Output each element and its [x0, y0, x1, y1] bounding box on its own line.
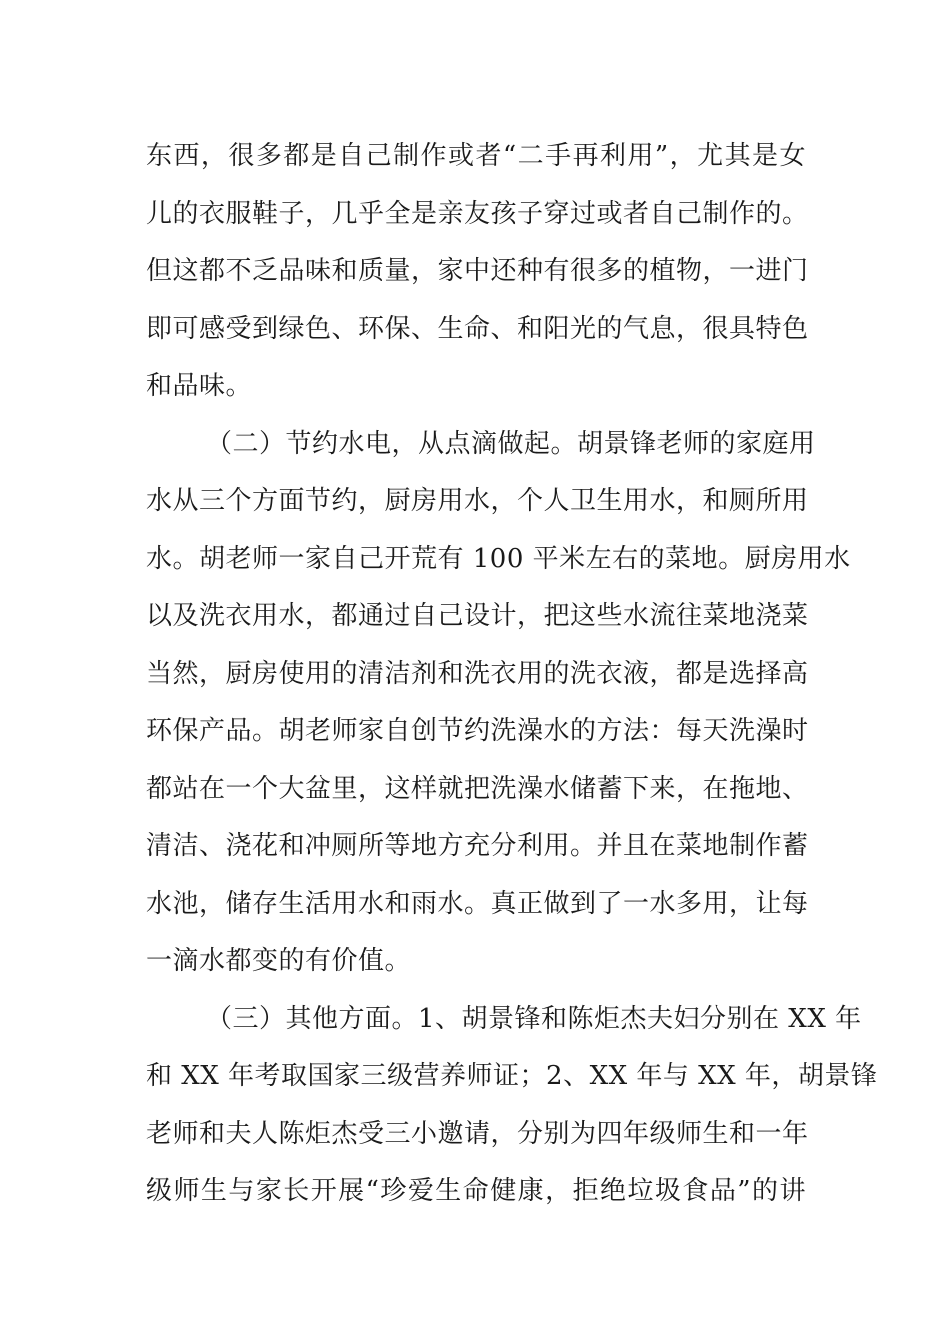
section-heading-line: （三）其他方面。1、胡景锋和陈炬杰夫妇分别在 XX 年: [206, 1003, 862, 1034]
text-line: 东西，很多都是自己制作或者“二手再利用”，尤其是女: [146, 141, 806, 171]
text-line: 水从三个方面节约，厨房用水，个人卫生用水，和厕所用: [146, 486, 809, 516]
text-line: 即可感受到绿色、环保、生命、和阳光的气息，很具特色: [146, 313, 809, 344]
text-line: 但这都不乏品味和质量，家中还种有很多的植物，一进门: [146, 256, 809, 286]
body-text: [146, 128, 878, 1221]
text-line: 和品味。: [146, 371, 253, 401]
text-line: 和 XX 年考取国家三级营养师证；2、XX 年与 XX 年，胡景锋: [146, 1061, 878, 1091]
text-line: 老师和夫人陈炬杰受三小邀请，分别为四年级师生和一年: [146, 1118, 809, 1149]
text-line: 一滴水都变的有价值。: [146, 946, 412, 976]
text-line: 清洁、浇花和冲厕所等地方充分利用。并且在菜地制作蓄: [146, 831, 809, 861]
text-line: 环保产品。胡老师家自创节约洗澡水的方法：每天洗澡时: [146, 716, 809, 746]
text-line: 儿的衣服鞋子，几乎全是亲友孩子穿过或者自己制作的。: [146, 198, 809, 229]
text-line: 级师生与家长开展“珍爱生命健康，拒绝垃圾食品”的讲: [146, 1176, 806, 1206]
section-heading-line: （二）节约水电，从点滴做起。胡景锋老师的家庭用: [206, 428, 816, 459]
text-line: 都站在一个大盆里，这样就把洗澡水储蓄下来，在拖地、: [146, 773, 809, 804]
text-line: 当然，厨房使用的清洁剂和洗衣用的洗衣液，都是选择高: [146, 658, 809, 689]
text-line: 水。胡老师一家自己开荒有 100 平米左右的菜地。厨房用水: [146, 543, 851, 574]
text-line: 水池，储存生活用水和雨水。真正做到了一水多用，让每: [146, 888, 809, 919]
text-line: 以及洗衣用水，都通过自己设计，把这些水流往菜地浇菜: [146, 601, 809, 631]
